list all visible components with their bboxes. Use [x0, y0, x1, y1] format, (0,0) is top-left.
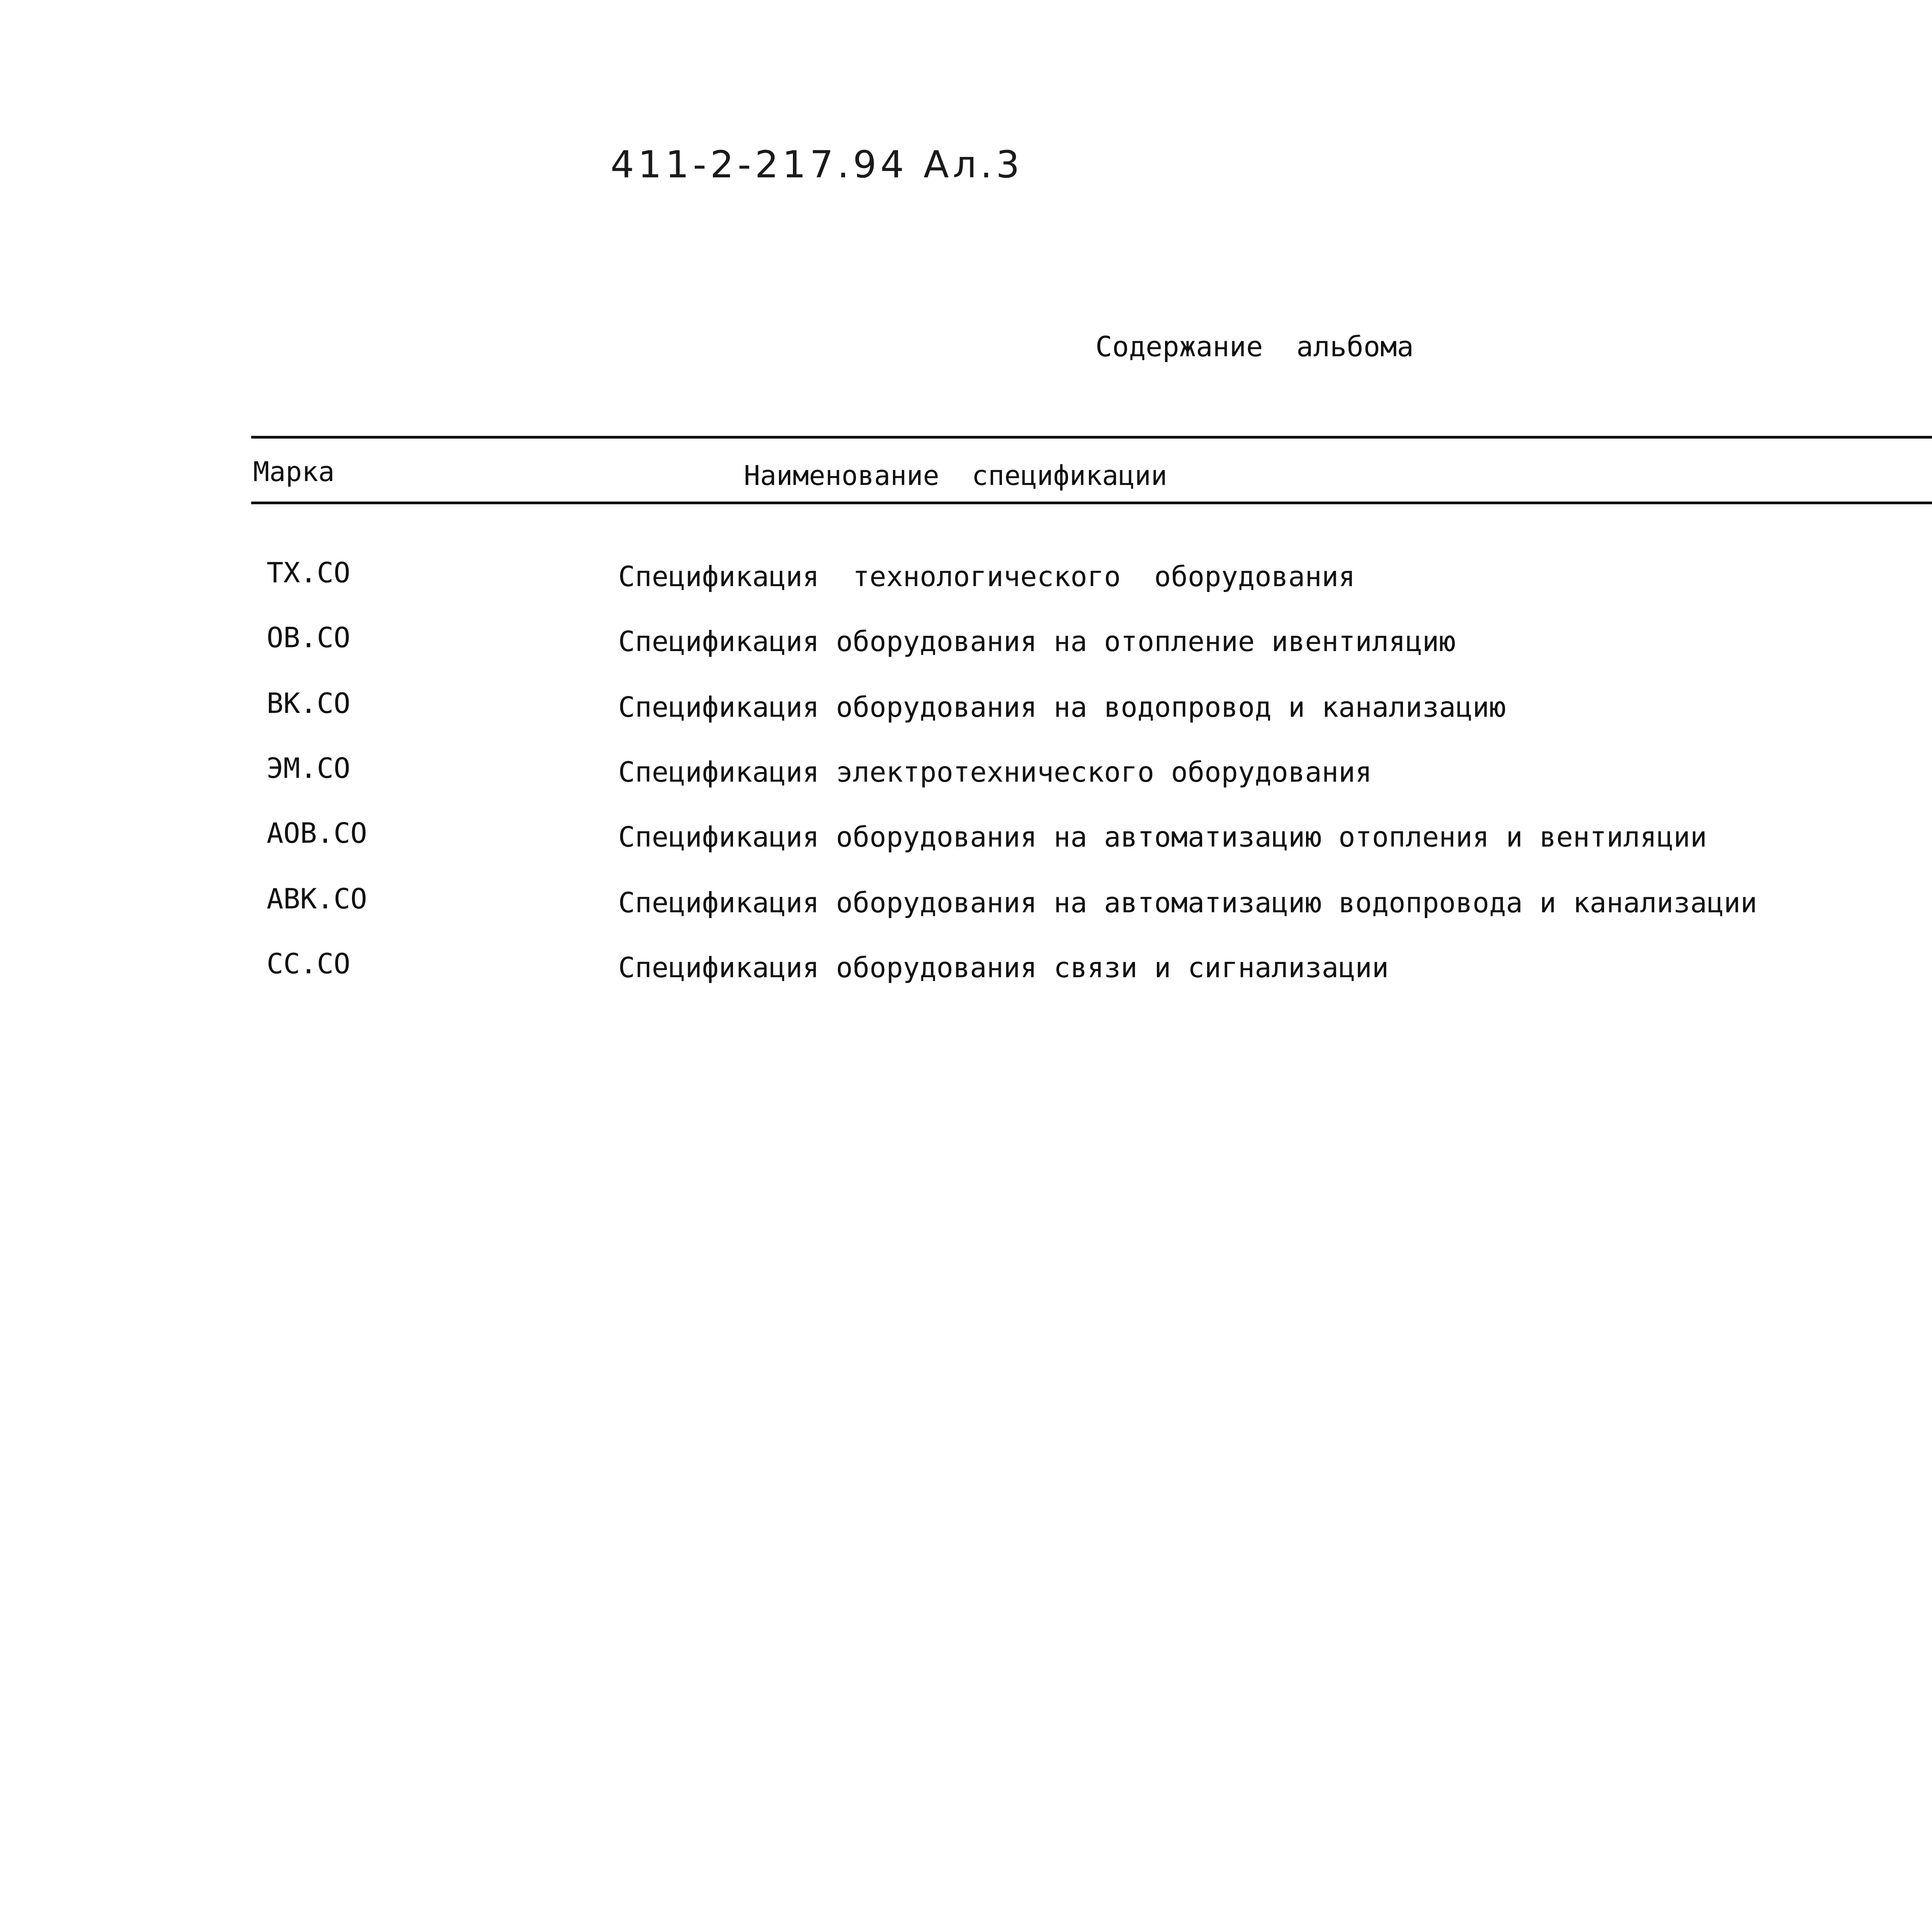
row-mark: СС.СО: [267, 947, 350, 980]
table-row: [0, 947, 1932, 994]
table-row: [0, 883, 1932, 929]
row-name: Спецификация оборудования на отопление ивентиляцию: [618, 625, 1456, 658]
row-name: Спецификация электротехнического оборудования: [618, 756, 1372, 788]
row-name: Спецификация технологического оборудования: [618, 560, 1355, 593]
row-name: Спецификация оборудования связи и сигнализации: [618, 951, 1389, 984]
table-row: [0, 752, 1932, 798]
column-header-name: Наименование спецификации: [744, 460, 1167, 492]
toc-title: Содержание альбома: [1095, 330, 1414, 363]
row-name: Спецификация оборудования на автоматизацию водопровода и канализации: [618, 886, 1757, 919]
column-header-mark: Марка: [253, 456, 335, 488]
row-mark: ВК.СО: [267, 687, 350, 719]
row-mark: ТХ.СО: [267, 556, 350, 589]
row-mark: АВК.СО: [267, 883, 367, 915]
table-row: [0, 817, 1932, 863]
table-row: [0, 556, 1932, 603]
row-mark: АОВ.СО: [267, 817, 367, 849]
row-mark: ЭМ.СО: [267, 752, 350, 784]
document-code: 411-2-217.94 Ал.3: [611, 143, 1024, 186]
row-mark: ОВ.СО: [267, 621, 350, 654]
row-name: Спецификация оборудования на автоматизацию отопления и вентиляции: [618, 821, 1707, 853]
row-name: Спецификация оборудования на водопровод и канализацию: [618, 691, 1506, 723]
table-row: [0, 621, 1932, 668]
table-row: [0, 687, 1932, 733]
